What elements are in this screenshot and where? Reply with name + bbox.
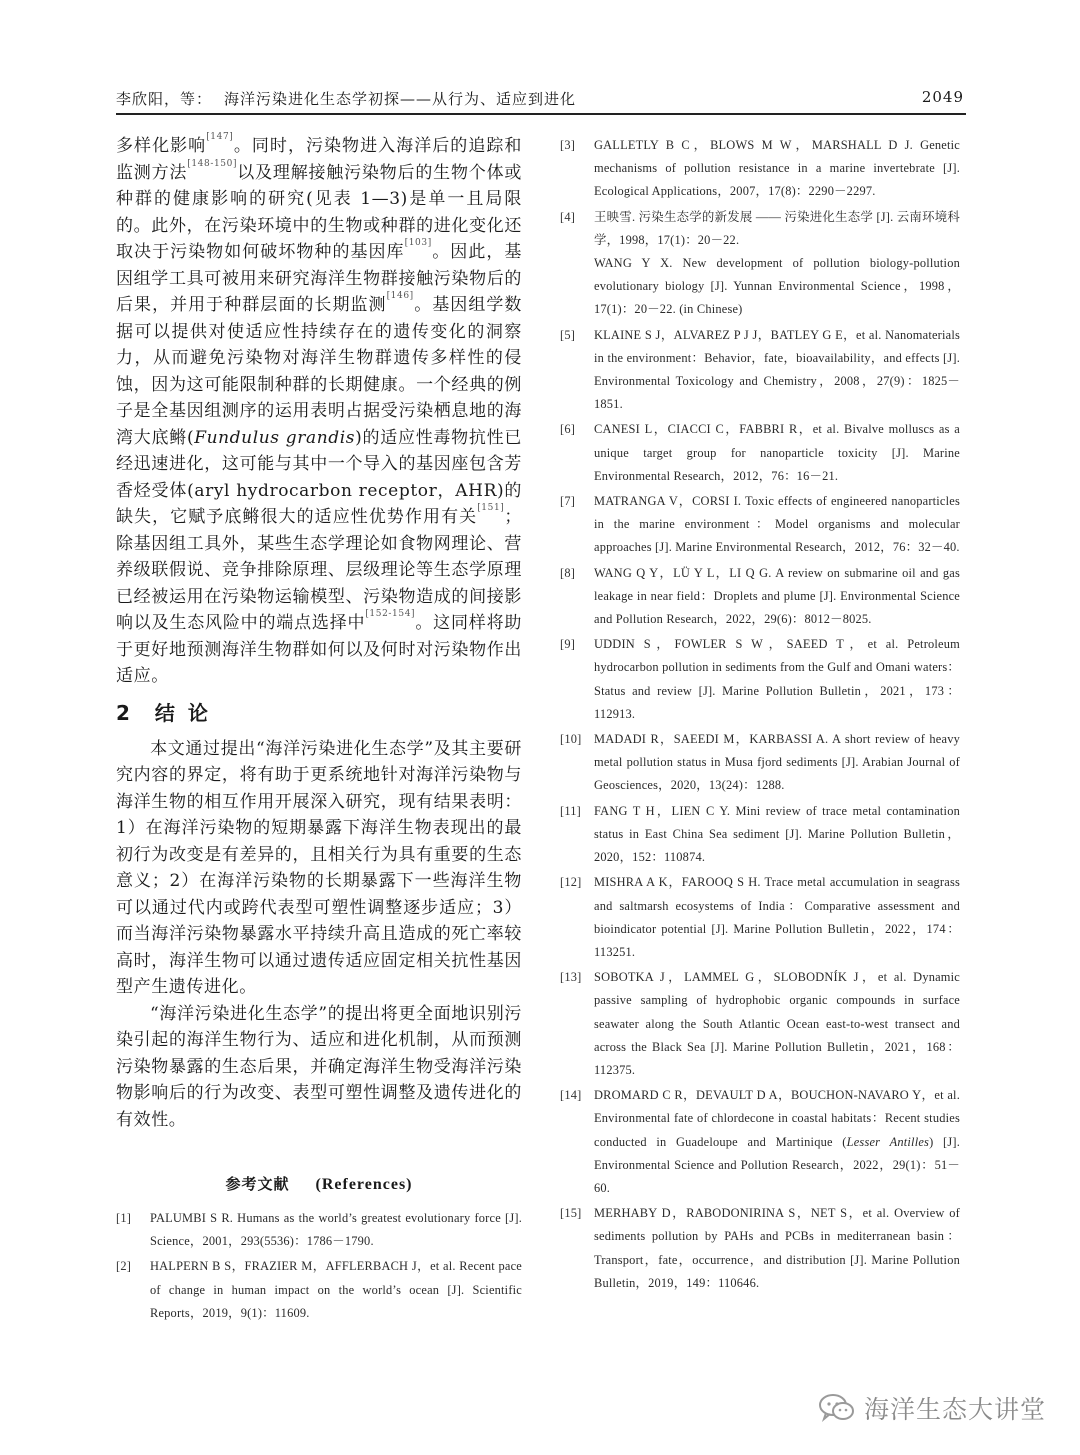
- text-run: 。因此，基因组学工具可被用来研究海洋生物群接触污染物后的后果，并用于种群层面的长期监测: [116, 242, 522, 315]
- reference-text: HALPERN B S，FRAZIER M，AFFLERBACH J，et al. Recent pace of change in human impact on the world’s ocean [J]. Scientific Reports，2019，9(1)：11609.: [150, 1259, 522, 1320]
- reference-text: MATRANGA V，CORSI I. Toxic effects of engineered nanoparticles in the marine environment：Model organisms and molecular approaches [J]. Marine Environmental Research，2012，76：32－40.: [594, 494, 960, 555]
- reference-text: WANG Q Y，LÜ Y L，LI Q G. A review on submarine oil and gas leakage in near field：Droplets and plume [J]. Environmental Science and Pollution Research，2022，29(6)：8012－8025.: [594, 565, 960, 627]
- reference-10: [560, 728, 960, 798]
- reference-text: DROMARD C R，DEVAULT D A，BOUCHON-NAVARO Y，et al. Environmental fate of chlordecone in coastal habitats：Recent studies conducted in Guadeloupe and Martinique (: [594, 1088, 960, 1149]
- references-heading: [116, 1173, 522, 1195]
- body-paragraph-1: [116, 133, 522, 690]
- body-paragraph-3: [116, 1001, 522, 1134]
- header-rule: [116, 113, 966, 115]
- citation: [147]: [206, 132, 234, 142]
- text-run: 。这同样将助于更好地预测海洋生物群如何以及何时对污染物作出适应。: [116, 613, 522, 686]
- reference-11: [560, 800, 960, 870]
- reference-text: MADADI R，SAEEDI M，KARBASSI A. A short review of heavy metal pollution status in Musa fjord sediments [J]. Arabian Journal of Geosciences，2020，13(24)：1288.: [594, 732, 960, 793]
- reference-number: [13]: [560, 970, 582, 985]
- section-number: 2: [116, 700, 133, 725]
- reference-12: [560, 871, 960, 964]
- references-title-en: (References): [315, 1176, 413, 1193]
- reference-text: UDDIN S，FOWLER S W，SAEED T，et al. Petroleum hydrocarbon pollution in sediments from the Gulf and Omani waters：Status and review [J]. Marine Pollution Bulletin，2021，173：112913.: [594, 637, 960, 721]
- running-header: [116, 88, 964, 114]
- reference-text: MISHRA A K，FAROOQ S H. Trace metal accumulation in seagrass and saltmarsh ecosystems of India：Comparative assessment and bioindicator potential [J]. Marine Pollution Bulletin，2022，174：113251.: [594, 875, 960, 959]
- reference-5: [560, 324, 960, 417]
- species-name: Fundulus grandis: [194, 427, 356, 448]
- section-heading: [116, 698, 522, 728]
- reference-text: ) [J]. Environmental Science and Pollution Research，2022，29(1)：51－60.: [594, 1134, 960, 1195]
- left-column: [116, 133, 522, 1327]
- reference-9: [560, 633, 960, 726]
- reference-2: [116, 1255, 522, 1325]
- text-run: 本文通过提出“海洋污染进化生态学”及其主要研究内容的界定，将有助于更系统地针对海洋污染物与海洋生物的相互作用开展深入研究，现有结果表明：1）在海洋污染物的短期暴露下海洋生物表现出的最初行为改变是有差异的，且相关行为具有重要的生态意义；2）在海洋污染物的长期暴露下一些海洋生物可以通过代内或跨代表型可塑性调整逐步适应；3）而当海洋污染物暴露水平持续升高且造成的死亡率较高时，海洋生物可以通过遗传适应固定相关抗性基因型产生遗传进化。: [116, 738, 522, 997]
- text-run: “海洋污染进化生态学”的提出将更全面地识别污染引起的海洋生物行为、适应和进化机制，从而预测污染物暴露的生态后果，并确定海洋生物受海洋污染物影响后的行为改变、表型可塑性调整及遗传进化的有效性。: [116, 1003, 522, 1130]
- reference-text: SOBOTKA J，LAMMEL G，SLOBODNÍK J，et al. Dynamic passive sampling of hydrophobic organic compounds in surface seawater along the South Atlantic Ocean east-to-west transect and across the Black Sea [J]. Marine Pollution Bulletin，2021，168：112375.: [594, 970, 960, 1077]
- reference-number: [5]: [560, 327, 576, 342]
- page-number: 2049: [921, 88, 964, 106]
- reference-number: [9]: [560, 637, 576, 652]
- reference-number: [7]: [560, 494, 576, 509]
- wechat-icon: [818, 1393, 856, 1423]
- watermark-text: 海洋生态大讲堂: [863, 1395, 1046, 1424]
- reference-text-cn: 王映雪. 污染生态学的新发展 —— 污染进化生态学 [J]. 云南环境科学，1998，17(1)：20－22.: [594, 209, 960, 247]
- citation: [151]: [477, 503, 505, 513]
- header-authors: 李欣阳，等：: [116, 90, 213, 108]
- reference-14: [560, 1084, 960, 1200]
- reference-number: [8]: [560, 565, 576, 580]
- reference-13: [560, 966, 960, 1082]
- reference-number: [14]: [560, 1088, 582, 1103]
- reference-number: [11]: [560, 803, 581, 818]
- reference-italic: Lesser Antilles: [846, 1134, 930, 1149]
- watermark: [818, 1390, 1046, 1426]
- body-paragraph-2: [116, 736, 522, 1001]
- citation: [146]: [386, 291, 414, 301]
- reference-number: [10]: [560, 732, 582, 747]
- section-title: 结 论: [154, 700, 211, 725]
- reference-text: MERHABY D，RABODONIRINA S，NET S，et al. Overview of sediments pollution by PAHs and PCBs in mediterranean basin：Transport，fate，occurrence，and distribution [J]. Marine Pollution Bulletin，2019，149：110646.: [594, 1206, 960, 1290]
- reference-text: PALUMBI S R. Humans as the world’s greatest evolutionary force [J]. Science，2001，293(5536)：1786－1790.: [150, 1211, 522, 1249]
- reference-number: [3]: [560, 138, 576, 152]
- text-run: 多样化影响: [116, 136, 207, 156]
- reference-number: [15]: [560, 1206, 582, 1221]
- reference-number: [2]: [116, 1259, 132, 1274]
- references-title-cn: 参考文献: [225, 1175, 290, 1193]
- text-run: 。基因组学数据可以提供对使适应性持续存在的遗传变化的洞察力，从而避免污染物对海洋生物群遗传多样性的侵蚀，因为这可能限制种群的长期健康。一个经典的例子是全基因组测序的运用表明占据受污染栖息地的海湾大底鳉(: [116, 295, 522, 448]
- text-run: 以及理解接触污染物后的生物个体或种群的健康影响的研究(见表 1—3)是单一且局限的。此外，在污染环境中的生物或种群的进化变化还取决于污染物如何破坏物种的基因库: [116, 162, 522, 262]
- reference-1: [116, 1207, 522, 1253]
- reference-6: [560, 418, 960, 488]
- text-run: 。同时，污染物进入海洋后的追踪和监测方法: [116, 136, 522, 183]
- reference-text-en: WANG Y X. New development of pollution biology-pollution evolutionary biology [J]. Yunnan Environmental Science，1998，17(1)：20－22. (in Chinese): [594, 256, 960, 317]
- reference-number: [4]: [560, 209, 576, 224]
- reference-number: [6]: [560, 422, 576, 437]
- text-run: ；除基因组工具外，某些生态学理论如食物网理论、营养级联假说、竞争排除原理、层级理论等生态学原理已经被运用在污染物运输模型、污染物造成的间接影响以及生态风险中的端点选择中: [116, 507, 522, 633]
- right-column: [560, 134, 960, 1297]
- reference-number: [1]: [116, 1211, 132, 1225]
- reference-3: [560, 134, 960, 204]
- text-run: )的适应性毒物抗性已经迅速进化，这可能与其中一个导入的基因座包含芳香烃受体(aryl hydrocarbon receptor，AHR)的缺失，它赋予底鳉很大的适应性优势作用有关: [116, 427, 522, 527]
- reference-number: [12]: [560, 875, 582, 890]
- reference-15: [560, 1202, 960, 1295]
- citation: [152-154]: [365, 609, 416, 619]
- reference-text: KLAINE S J，ALVAREZ P J J，BATLEY G E，et al. Nanomaterials in the environment：Behavior，fate，bioavailability，and effects [J]. Environmental Toxicology and Chemistry，2008，27(9)：1825－1851.: [594, 327, 960, 412]
- header-title: 海洋污染进化生态学初探——从行为、适应到进化: [224, 90, 577, 108]
- reference-7: [560, 490, 960, 560]
- reference-text: FANG T H，LIEN C Y. Mini review of trace metal contamination status in East China Sea sediment [J]. Marine Pollution Bulletin，2020，152：110874.: [594, 803, 960, 865]
- reference-8: [560, 562, 960, 632]
- reference-4: [560, 206, 960, 322]
- reference-text: GALLETLY B C，BLOWS M W，MARSHALL D J. Genetic mechanisms of pollution resistance in a marine invertebrate [J]. Ecological Applications，2007，17(8)：2290－2297.: [594, 138, 960, 199]
- reference-text: CANESI L，CIACCI C，FABBRI R，et al. Bivalve molluscs as a unique target group for nanoparticle toxicity [J]. Marine Environmental Research，2012，76：16－21.: [594, 422, 960, 483]
- citation: [103]: [404, 238, 432, 248]
- citation: [148-150]: [187, 158, 238, 169]
